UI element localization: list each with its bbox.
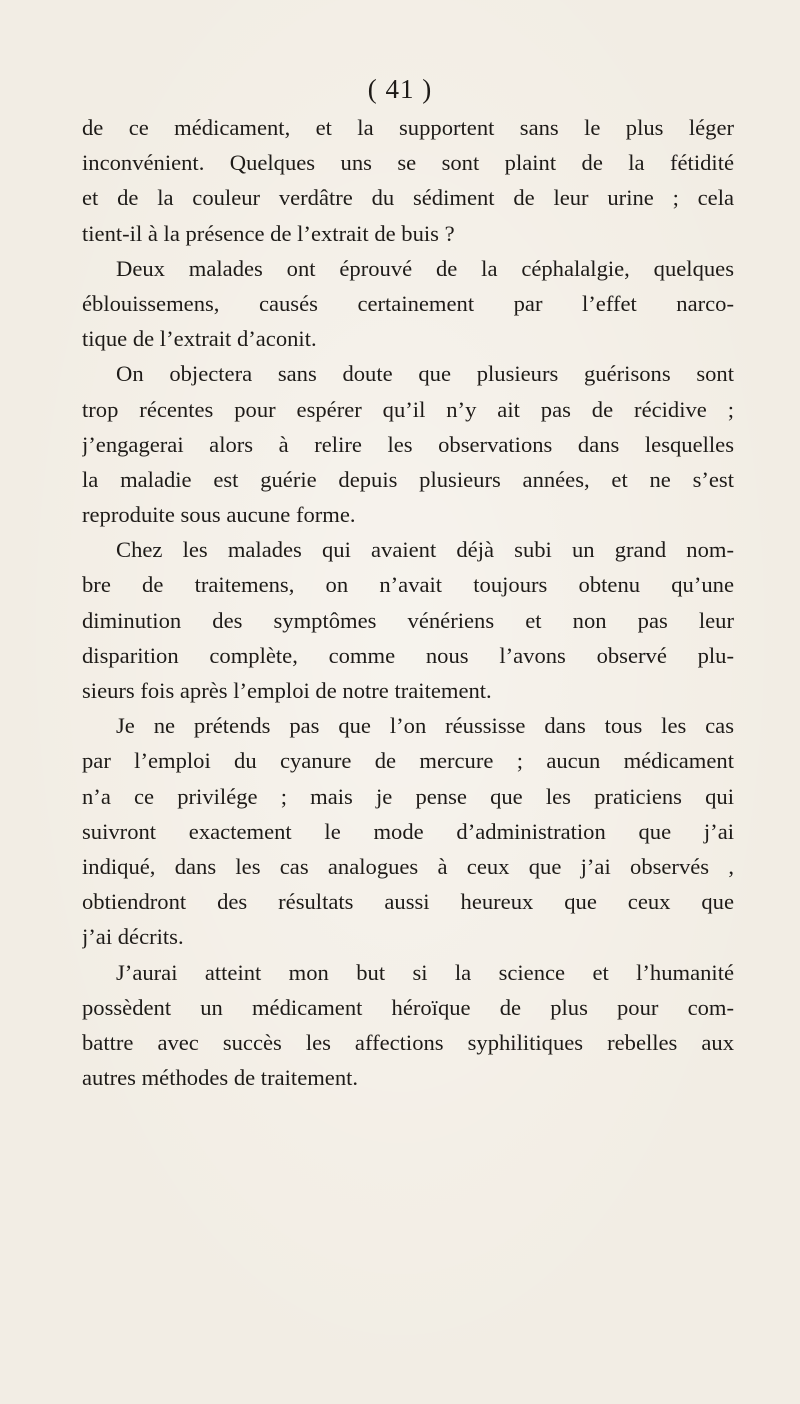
text-line: j’ai décrits.: [82, 924, 184, 950]
text-line: indiqué, dans les cas analogues à ceux que j’ai observés ,: [82, 853, 734, 879]
text-line: obtiendront des résultats aussi heureux que ceux que: [82, 889, 734, 915]
text-line: tient-il à la présence de l’extrait de buis ?: [82, 220, 455, 246]
text-line: suivront exactement le mode d’administration que j’ai: [82, 818, 734, 844]
text-line: J’aurai atteint mon but si la science et l’humanité: [116, 959, 734, 985]
text-line: On objectera sans doute que plusieurs guérisons sont: [116, 361, 734, 387]
text-line: possèdent un médicament héroïque de plus pour com-: [82, 994, 734, 1020]
text-line: disparition complète, comme nous l’avons observé plu-: [82, 642, 734, 668]
body-text: [82, 110, 734, 1095]
text-line: j’engagerai alors à relire les observations dans lesquelles: [82, 431, 734, 457]
text-line: tique de l’extrait d’aconit.: [82, 326, 317, 352]
text-line: Je ne prétends pas que l’on réussisse dans tous les cas: [116, 713, 734, 739]
text-line: autres méthodes de traitement.: [82, 1065, 359, 1091]
text-line: de ce médicament, et la supportent sans le plus léger: [82, 115, 734, 140]
text-line: éblouissemens, causés certainement par l’effet narco-: [82, 290, 734, 316]
text-line: et de la couleur verdâtre du sédiment de leur urine ; cela: [82, 185, 734, 211]
text-line: bre de traitemens, on n’avait toujours obtenu qu’une: [82, 572, 734, 598]
page-number: ( 41 ): [367, 74, 433, 104]
text-line: Chez les malades qui avaient déjà subi un grand nom-: [116, 537, 734, 563]
text-line: inconvénient. Quelques uns se sont plaint de la fétidité: [82, 150, 734, 176]
text-line: sieurs fois après l’emploi de notre traitement.: [82, 678, 492, 703]
text-line: Deux malades ont éprouvé de la céphalalgie, quelques: [116, 255, 734, 281]
text-line: trop récentes pour espérer qu’il n’y ait pas de récidive ;: [82, 396, 734, 422]
text-line: par l’emploi du cyanure de mercure ; aucun médicament: [82, 748, 734, 774]
text-line: n’a ce privilége ; mais je pense que les praticiens qui: [82, 783, 734, 809]
text-line: la maladie est guérie depuis plusieurs années, et ne s’est: [82, 466, 734, 492]
text-line: battre avec succès les affections syphilitiques rebelles aux: [82, 1029, 734, 1055]
text-line: reproduite sous aucune forme.: [82, 502, 356, 528]
text-line: diminution des symptômes vénériens et non pas leur: [82, 607, 734, 633]
